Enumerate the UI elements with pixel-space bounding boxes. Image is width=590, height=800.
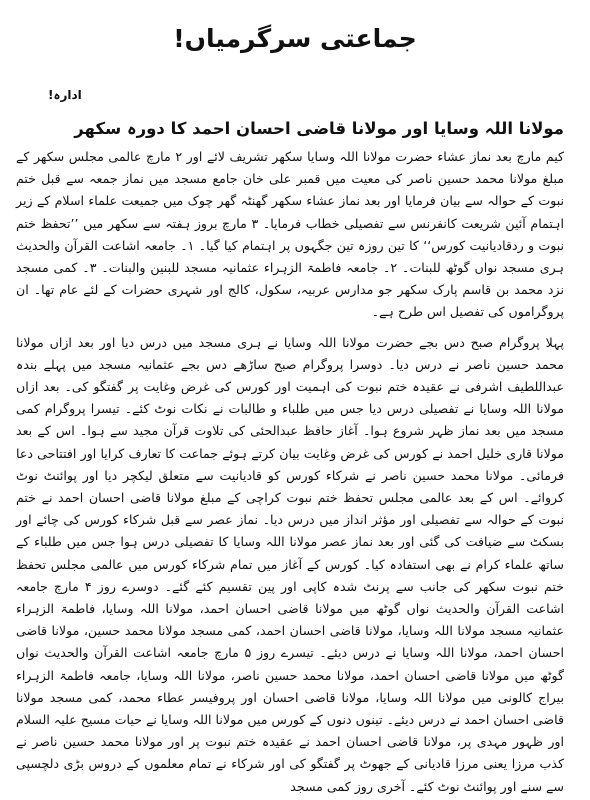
paragraph-2: پہلا پروگرام صبح دس بجے حضرت مولانا اللہ وسایا نے ہری مسجد میں درس دیا اور بعد ازاں مولانا محمد حسین ناصر نے درس دیا۔ دوسرا پروگرام صبح ساڑھے دس بجے عثمانیہ مسجد میں پہلے بندہ عبداللطیف اشرفی نے عقیدہ ختم نبوت کی اہمیت اور کورس کی غرض وغایت پر گفتگو کی۔ بعد ازاں مولانا اللہ وسایا نے تفصیلی درس دیا جس میں طلباء و طالبات نے نکات نوٹ کئے۔ تیسرا پروگرام کمی مسجد میں بعد نماز ظہر شروع ہوا۔ آغاز حافظ عبدالحئی کی تلاوت قرآن مجید سے ہوا۔ اس کے بعد مولانا قاری خلیل احمد نے کورس کی غرض وغایت بیان کرتے ہوئے جماعت کا تعارف کرایا اور افتتاحی دعا فرمائی۔ مولانا محمد حسین ناصر نے شرکاء کورس کو قادیانیت سے متعلق لیکچر دیا اور پوائنٹ نوٹ کروائے۔ اس کے بعد عالمی مجلس تحفظ ختم نبوت کراچی کے مبلغ مولانا قاضی احسان احمد نے ختم نبوت کے حوالہ سے تفصیلی اور مؤثر انداز میں درس دیا۔ نماز عصر سے قبل شرکاء کورس کی چائے اور بسکٹ سے ضیافت کی گئی اور بعد نماز عصر مولانا اللہ وسایا کا تفصیلی درس ہوا جس میں طلباء کے ساتھ علماء کرام نے بھی استفادہ کیا۔ کورس کے آغاز میں تمام شرکاء کورس میں عالمی مجلس تحفظ ختم نبوت سکھر کی جانب سے پرنٹ شدہ کاپی اور پین تقسیم کئے گئے۔ دوسرے روز ۴ مارچ جامعہ اشاعت القرآن والحدیث نواں گوٹھ میں مولانا قاضی احسان احمد، مولانا اللہ وسایا، فاطمۃ الزہراء عثمانیہ مسجد مولانا اللہ وسایا، مولانا قاضی احسان احمد، کمی مسجد مولانا محمد حسین، مولانا قاضی احسان احمد، مولانا اللہ وسایا نے درس دیئے۔ تیسرے روز ۵ مارچ جامعہ اشاعت القرآن والحدیث نواں گوٹھ میں مولانا قاضی احسان احمد، مولانا محمد حسین ناصر، مولانا اللہ وسایا، جامعہ فاطمۃ الزہراء بیراج کالونی میں مولانا اللہ وسایا، مولانا قاضی احسان اور پروفیسر عطاء محمد، کمی مسجد مولانا قاضی احسان احمد نے درس دیئے۔ تینوں دنوں کے کورس میں مولانا اللہ وسایا نے حیات مسیح علیہ السلام اور ظہور مہدی پر، مولانا قاضی احسان احمد نے عقیدہ ختم نبوت پر اور مولانا محمد حسین ناصر نے کذب مرزا یعنی مرزا قادیانی کے جھوٹ پر گفتگو کی اور شرکاء نے تمام معلموں کے دروس بڑی دلچسپی سے سنے اور پوائنٹ نوٹ کئے۔ آخری روز کمی مسجد bbox=[16, 334, 564, 794]
paragraph-1: کیم مارچ بعد نماز عشاء حضرت مولانا اللہ وسایا سکھر تشریف لائے اور ۲ مارچ عالمی مجلس سکھر کے مبلغ مولانا محمد حسین ناصر کی معیت میں قمبر علی خان جامع مسجد میں نماز جمعہ سے قبل ختم نبوت کے حوالہ سے بیان فرمایا اور بعد نماز عشاء سکھر گھنٹہ گھر چوک میں جمیعت علماء اسلام کے زیر اہتمام آئین شریعت کانفرنس سے تفصیلی خطاب فرمایا۔ ۳ مارچ بروز ہفتہ سے سکھر میں ’’تحفظ ختم نبوت و ردقادیانیت کورس‘‘ کا تین روزہ تین جگہوں پر اہتمام کیا گیا۔ ۱۔ جامعہ اشاعت القرآن والحدیث ہری مسجد نواں گوٹھ للبنات۔ ۲۔ جامعہ فاطمۃ الزہراء عثمانیہ مسجد للبنین والبنات۔ ۳۔ کمی مسجد نزد محمد بن قاسم پارک سکھر جو مدارس عربیہ، سکول، کالج اور شہری حضرات کے لئے عام تھا۔ ان پروگراموں کی تفصیل اس طرح ہے۔ bbox=[16, 149, 565, 320]
article-body bbox=[16, 146, 564, 798]
article-heading: مولانا اللہ وسایا اور مولانا قاضی احسان احمد کا دورہ سکھر bbox=[74, 119, 564, 138]
byline: ادارہ! bbox=[48, 88, 82, 102]
page-title: جماعتی سرگرمیاں! bbox=[173, 24, 417, 53]
